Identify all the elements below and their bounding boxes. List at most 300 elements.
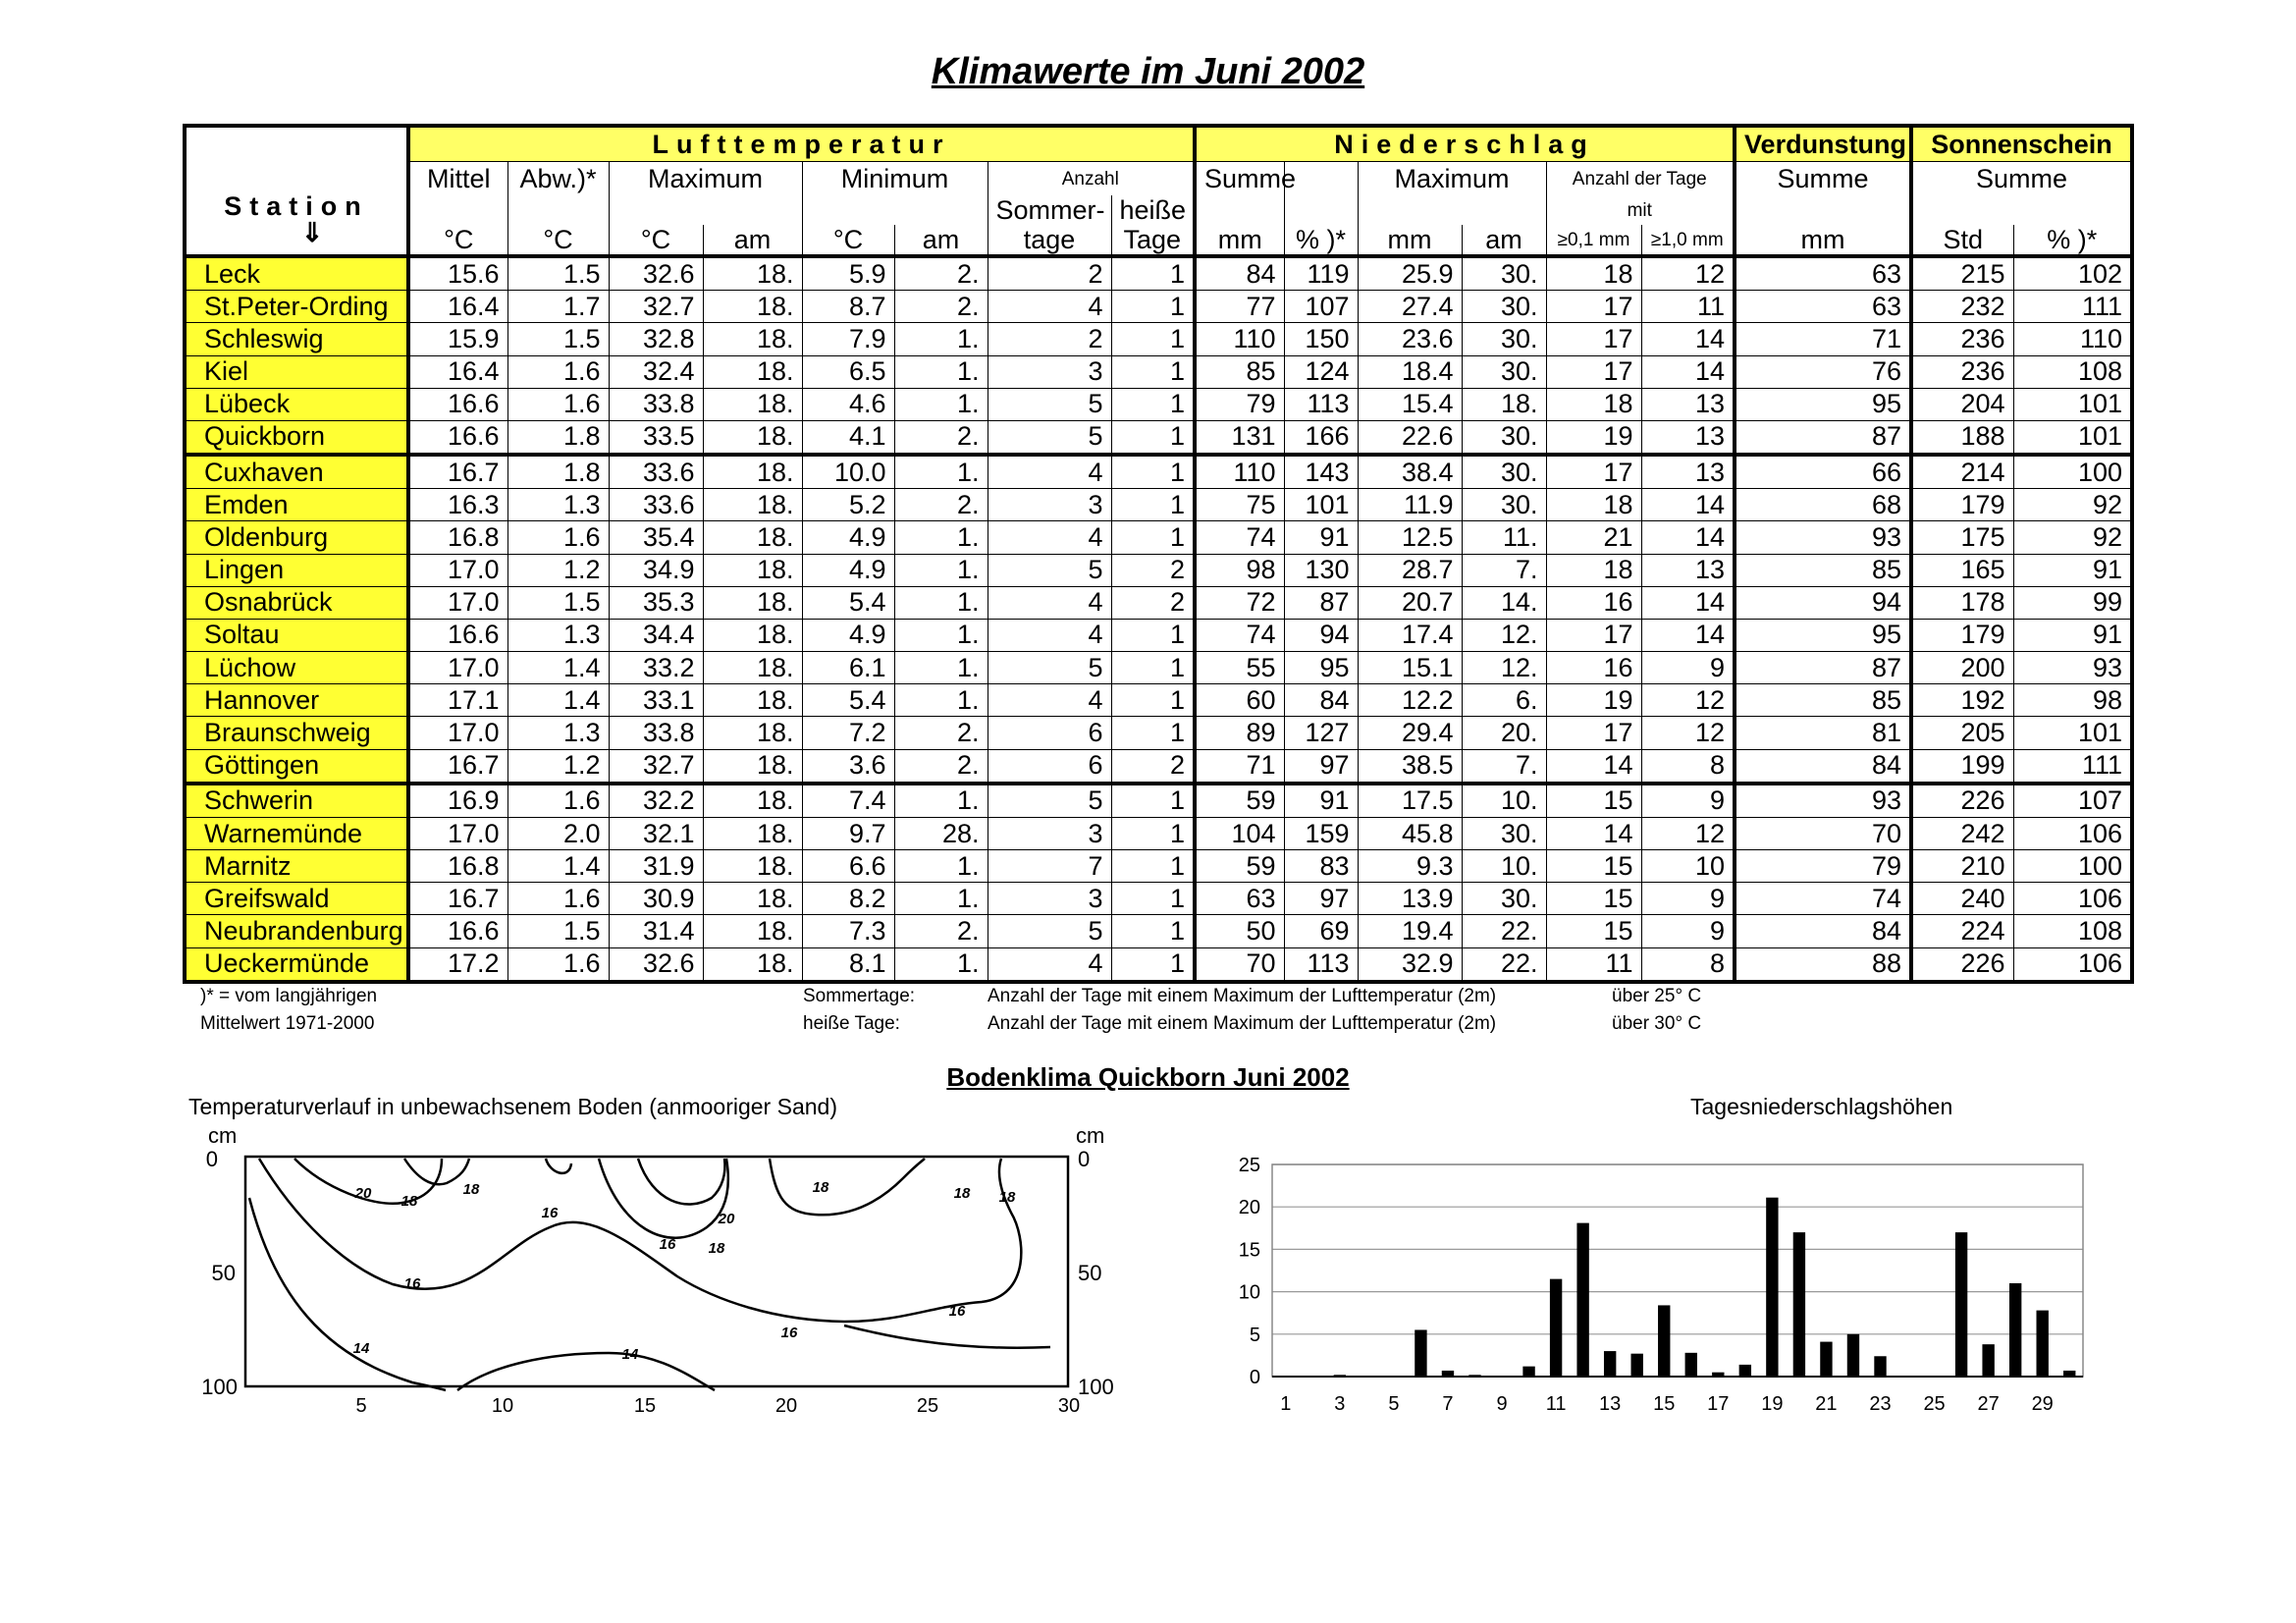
table-cell: 2. (894, 489, 988, 521)
table-row (185, 850, 2132, 883)
table-cell: 55 (1195, 652, 1284, 684)
station-name: Oldenburg (185, 521, 408, 554)
table-cell: 45.8 (1358, 817, 1462, 849)
table-cell: 1.5 (507, 915, 609, 947)
table-cell: 16.6 (408, 420, 507, 455)
table-cell: 15.4 (1358, 388, 1462, 420)
table-cell: 19 (1546, 684, 1641, 717)
contour-label: 18 (400, 1193, 418, 1210)
table-cell: 1.5 (507, 586, 609, 619)
table-cell: 38.5 (1358, 749, 1462, 784)
table-cell: 15 (1546, 883, 1641, 915)
table-cell: 106 (2013, 883, 2132, 915)
table-cell: 192 (1911, 684, 2013, 717)
table-cell: 1 (1111, 652, 1195, 684)
table-cell: 76 (1735, 355, 1911, 388)
table-cell: 74 (1195, 521, 1284, 554)
y-tick-label: 5 (1249, 1324, 1260, 1346)
table-cell: 1.6 (507, 784, 609, 818)
table-cell: 2. (894, 420, 988, 455)
table-cell: 10. (1462, 850, 1546, 883)
table-cell: 1 (1111, 521, 1195, 554)
table-cell: 2 (1111, 586, 1195, 619)
table-cell: 11 (1546, 947, 1641, 982)
table-cell: 17.0 (408, 652, 507, 684)
table-cell: 5 (988, 784, 1111, 818)
table-cell: 32.2 (609, 784, 703, 818)
table-cell: 1. (894, 619, 988, 651)
table-cell: 18. (703, 554, 802, 586)
hdr-n-summe: Summe (1195, 162, 1284, 196)
hdr-minimum: Minimum (802, 162, 988, 196)
table-cell: 1.6 (507, 947, 609, 982)
table-cell: 9 (1641, 915, 1735, 947)
table-cell: 18. (703, 355, 802, 388)
table-cell: 91 (2013, 554, 2132, 586)
precip-bar (1982, 1344, 1994, 1377)
table-row (185, 652, 2132, 684)
table-cell: 30. (1462, 355, 1546, 388)
table-cell: 30. (1462, 883, 1546, 915)
table-cell: 8.1 (802, 947, 894, 982)
x-tick-label: 13 (1599, 1393, 1622, 1415)
table-cell: 5 (988, 388, 1111, 420)
contour-label: 16 (948, 1303, 966, 1320)
table-cell: 6 (988, 749, 1111, 784)
table-cell: 1.3 (507, 717, 609, 749)
table-cell: 16.6 (408, 388, 507, 420)
table-cell: 33.1 (609, 684, 703, 717)
table-cell: 1. (894, 586, 988, 619)
station-name: Göttingen (185, 749, 408, 784)
hdr-mittel: Mittel (408, 162, 507, 196)
table-cell: 166 (1284, 420, 1358, 455)
table-cell: 8 (1641, 749, 1735, 784)
table-cell: 110 (1195, 455, 1284, 489)
table-cell: 10 (1641, 850, 1735, 883)
table-cell: 87 (1735, 420, 1911, 455)
precip-bar (1576, 1223, 1588, 1377)
contour-label: 16 (541, 1205, 559, 1221)
station-name: Schleswig (185, 323, 408, 355)
contour-label: 14 (352, 1340, 370, 1357)
table-cell: 16 (1546, 586, 1641, 619)
table-cell: 27.4 (1358, 291, 1462, 323)
table-cell: 17 (1546, 291, 1641, 323)
table-cell: 1. (894, 883, 988, 915)
table-cell: 11. (1462, 521, 1546, 554)
table-row (185, 388, 2132, 420)
table-cell: 18. (703, 420, 802, 455)
table-cell: 9 (1641, 883, 1735, 915)
table-cell: 12 (1641, 684, 1735, 717)
table-cell: 1.4 (507, 850, 609, 883)
table-cell: 1 (1111, 489, 1195, 521)
precip-bar (1604, 1351, 1616, 1377)
station-name: Cuxhaven (185, 455, 408, 489)
table-cell: 16.3 (408, 489, 507, 521)
table-cell: 19.4 (1358, 915, 1462, 947)
unit-max-am: am (703, 225, 802, 256)
table-cell: 77 (1195, 291, 1284, 323)
table-row (185, 489, 2132, 521)
table-cell: 12.5 (1358, 521, 1462, 554)
station-name: Neubrandenburg (185, 915, 408, 947)
table-cell: 23.6 (1358, 323, 1462, 355)
station-name: Hannover (185, 684, 408, 717)
table-cell: 85 (1735, 554, 1911, 586)
table-cell: 15.9 (408, 323, 507, 355)
table-cell: 74 (1735, 883, 1911, 915)
table-cell: 1. (894, 521, 988, 554)
table-cell: 3 (988, 817, 1111, 849)
table-cell: 16.7 (408, 749, 507, 784)
table-cell: 88 (1735, 947, 1911, 982)
table-cell: 18. (703, 619, 802, 651)
day-tick-20: 20 (774, 1395, 798, 1417)
table-cell: 3.6 (802, 749, 894, 784)
table-cell: 7. (1462, 554, 1546, 586)
table-cell: 1.3 (507, 619, 609, 651)
unit-n-summe: mm (1195, 225, 1284, 256)
table-cell: 32.4 (609, 355, 703, 388)
table-cell: 9 (1641, 784, 1735, 818)
contour-label: 20 (354, 1185, 372, 1202)
table-cell: 68 (1735, 489, 1911, 521)
table-cell: 1 (1111, 684, 1195, 717)
hdr-anzahl: Anzahl (988, 162, 1195, 196)
table-cell: 4.6 (802, 388, 894, 420)
table-cell: 33.2 (609, 652, 703, 684)
table-cell: 143 (1284, 455, 1358, 489)
table-cell: 2. (894, 291, 988, 323)
y-tick-label: 10 (1238, 1281, 1260, 1304)
footnote-line2: Mittelwert 1971-2000 (200, 1013, 375, 1034)
precip-bar (1847, 1334, 1859, 1377)
table-cell: 28. (894, 817, 988, 849)
climate-table (183, 124, 2134, 984)
table-cell: 72 (1195, 586, 1284, 619)
precip-bar (1415, 1329, 1426, 1377)
table-cell: 34.4 (609, 619, 703, 651)
table-cell: 12 (1641, 256, 1735, 291)
table-cell: 30. (1462, 455, 1546, 489)
table-cell: 12 (1641, 717, 1735, 749)
table-row (185, 817, 2132, 849)
table-cell: 20. (1462, 717, 1546, 749)
contour-label: 18 (708, 1240, 725, 1257)
table-cell: 110 (1195, 323, 1284, 355)
depth-tick-0: 0 (205, 1147, 218, 1171)
table-cell: 32.1 (609, 817, 703, 849)
table-cell: 10.0 (802, 455, 894, 489)
table-cell: 18. (703, 291, 802, 323)
table-cell: 17 (1546, 323, 1641, 355)
table-cell: 18. (703, 388, 802, 420)
table-cell: 1 (1111, 717, 1195, 749)
table-cell: 17.2 (408, 947, 507, 982)
table-cell: 98 (2013, 684, 2132, 717)
precip-bar (1793, 1232, 1805, 1377)
y-tick-label: 25 (1238, 1155, 1260, 1176)
unit-abw: °C (507, 225, 609, 256)
table-cell: 215 (1911, 256, 2013, 291)
unit-n-pct: % )* (1284, 225, 1358, 256)
station-name: Greifswald (185, 883, 408, 915)
table-cell: 12. (1462, 652, 1546, 684)
table-cell: 9 (1641, 652, 1735, 684)
table-cell: 12.2 (1358, 684, 1462, 717)
table-row (185, 784, 2132, 818)
table-cell: 14 (1546, 817, 1641, 849)
y-tick-label: 0 (1249, 1367, 1260, 1388)
table-cell: 101 (2013, 420, 2132, 455)
table-cell: 79 (1195, 388, 1284, 420)
table-cell: 83 (1284, 850, 1358, 883)
table-cell: 95 (1735, 619, 1911, 651)
x-tick-label: 5 (1388, 1393, 1400, 1415)
unit-min: °C (802, 225, 894, 256)
table-cell: 91 (1284, 521, 1358, 554)
table-cell: 7.3 (802, 915, 894, 947)
table-cell: 18. (703, 652, 802, 684)
hdr-s-summe: Summe (1911, 162, 2132, 196)
table-cell: 34.9 (609, 554, 703, 586)
table-cell: 5 (988, 915, 1111, 947)
table-cell: 106 (2013, 817, 2132, 849)
table-cell: 98 (1195, 554, 1284, 586)
table-cell: 59 (1195, 784, 1284, 818)
table-cell: 1.6 (507, 355, 609, 388)
table-cell: 97 (1284, 883, 1358, 915)
precip-bar (1739, 1365, 1751, 1377)
table-cell: 4.9 (802, 521, 894, 554)
table-cell: 32.7 (609, 749, 703, 784)
table-cell: 33.8 (609, 388, 703, 420)
table-cell: 18. (703, 717, 802, 749)
station-name: Schwerin (185, 784, 408, 818)
station-name: Lübeck (185, 388, 408, 420)
table-cell: 106 (2013, 947, 2132, 982)
station-name: Braunschweig (185, 717, 408, 749)
table-cell: 14 (1641, 521, 1735, 554)
table-row (185, 619, 2132, 651)
table-cell: 35.4 (609, 521, 703, 554)
station-name: Kiel (185, 355, 408, 388)
table-cell: 179 (1911, 489, 2013, 521)
table-cell: 14 (1641, 619, 1735, 651)
table-cell: 159 (1284, 817, 1358, 849)
depth-tick-100-right: 100 (1078, 1375, 1114, 1399)
sommertage-description: Anzahl der Tage mit einem Maximum der Lufttemperatur (2m) (988, 986, 1497, 1006)
y-tick-label: 20 (1238, 1197, 1260, 1219)
table-cell: 93 (1735, 784, 1911, 818)
table-cell: 1 (1111, 455, 1195, 489)
table-cell: 94 (1735, 586, 1911, 619)
table-cell: 9.7 (802, 817, 894, 849)
precip-bar (1766, 1198, 1778, 1377)
hdr-heisse: heiße (1111, 195, 1195, 225)
table-cell: 30. (1462, 817, 1546, 849)
climate-table-body (185, 256, 2132, 982)
x-tick-label: 7 (1442, 1393, 1454, 1415)
table-cell: 16.4 (408, 355, 507, 388)
table-cell: 4 (988, 619, 1111, 651)
table-cell: 4.9 (802, 554, 894, 586)
table-cell: 14 (1641, 323, 1735, 355)
table-cell: 91 (2013, 619, 2132, 651)
unit-max: °C (609, 225, 703, 256)
contour-label: 14 (621, 1346, 639, 1363)
table-row (185, 291, 2132, 323)
table-cell: 70 (1195, 947, 1284, 982)
table-cell: 5 (988, 420, 1111, 455)
table-row (185, 256, 2132, 291)
table-cell: 16.9 (408, 784, 507, 818)
table-cell: 1 (1111, 420, 1195, 455)
table-cell: 12 (1641, 817, 1735, 849)
unit-v-mm: mm (1735, 225, 1911, 256)
table-cell: 102 (2013, 256, 2132, 291)
table-cell: 2. (894, 256, 988, 291)
footnote-line1: )* = vom langjährigen (200, 986, 378, 1006)
table-cell: 1.7 (507, 291, 609, 323)
table-cell: 75 (1195, 489, 1284, 521)
table-cell: 1.5 (507, 323, 609, 355)
table-row (185, 323, 2132, 355)
table-cell: 226 (1911, 784, 2013, 818)
hdr-anzahl-mit: mit (1546, 195, 1735, 225)
table-cell: 5 (988, 554, 1111, 586)
table-cell: 100 (2013, 455, 2132, 489)
heisse-tage-threshold: über 30° C (1612, 1013, 1702, 1034)
contour-label: 16 (780, 1325, 798, 1341)
unit-sommertage: tage (988, 225, 1111, 256)
precip-bar (1550, 1279, 1562, 1377)
table-cell: 6.5 (802, 355, 894, 388)
table-cell: 21 (1546, 521, 1641, 554)
station-name: Quickborn (185, 420, 408, 455)
table-cell: 29.4 (1358, 717, 1462, 749)
group-sonnenschein: Sonnenschein (1911, 126, 2132, 162)
table-cell: 30.9 (609, 883, 703, 915)
table-cell: 8.7 (802, 291, 894, 323)
table-cell: 12. (1462, 619, 1546, 651)
x-tick-label: 3 (1334, 1393, 1346, 1415)
station-name: Warnemünde (185, 817, 408, 849)
table-cell: 232 (1911, 291, 2013, 323)
table-cell: 7.4 (802, 784, 894, 818)
table-cell: 18. (703, 586, 802, 619)
station-name: Lingen (185, 554, 408, 586)
unit-ge01: ≥0,1 mm (1546, 225, 1641, 256)
table-cell: 2 (988, 323, 1111, 355)
table-cell: 17.0 (408, 817, 507, 849)
table-cell: 16.6 (408, 619, 507, 651)
table-cell: 101 (1284, 489, 1358, 521)
table-cell: 18. (703, 817, 802, 849)
table-cell: 16.7 (408, 455, 507, 489)
table-cell: 31.4 (609, 915, 703, 947)
table-cell: 1. (894, 455, 988, 489)
table-cell: 32.6 (609, 947, 703, 982)
precip-bar (1631, 1354, 1643, 1377)
hdr-sommertage: Sommer- (988, 195, 1111, 225)
precip-bar (2037, 1311, 2049, 1377)
table-cell: 1. (894, 323, 988, 355)
table-cell: 214 (1911, 455, 2013, 489)
hdr-abw: Abw.)* (507, 162, 609, 196)
table-cell: 4 (988, 684, 1111, 717)
precip-bar (1685, 1353, 1697, 1377)
table-cell: 1. (894, 652, 988, 684)
table-cell: 18. (703, 784, 802, 818)
precip-bar (1874, 1356, 1886, 1377)
hdr-maximum: Maximum (609, 162, 802, 196)
table-cell: 1. (894, 684, 988, 717)
unit-s-pct: % )* (2013, 225, 2132, 256)
unit-n-max: mm (1358, 225, 1462, 256)
table-cell: 1.6 (507, 883, 609, 915)
station-name: Leck (185, 256, 408, 291)
table-cell: 204 (1911, 388, 2013, 420)
table-cell: 113 (1284, 388, 1358, 420)
table-cell: 97 (1284, 749, 1358, 784)
table-cell: 3 (988, 489, 1111, 521)
table-cell: 17 (1546, 619, 1641, 651)
table-cell: 84 (1195, 256, 1284, 291)
table-cell: 119 (1284, 256, 1358, 291)
table-cell: 17.0 (408, 717, 507, 749)
table-cell: 17.4 (1358, 619, 1462, 651)
table-cell: 113 (1284, 947, 1358, 982)
table-cell: 28.7 (1358, 554, 1462, 586)
depth-tick-0-right: 0 (1078, 1147, 1091, 1171)
table-cell: 18. (703, 915, 802, 947)
table-cell: 3 (988, 883, 1111, 915)
table-cell: 14 (1641, 489, 1735, 521)
table-cell: 18. (703, 947, 802, 982)
table-cell: 18.4 (1358, 355, 1462, 388)
table-cell: 1.2 (507, 749, 609, 784)
table-cell: 131 (1195, 420, 1284, 455)
table-cell: 1. (894, 947, 988, 982)
table-cell: 18 (1546, 388, 1641, 420)
contour-label: 16 (659, 1236, 676, 1253)
unit-heisse: Tage (1111, 225, 1195, 256)
depth-tick-50-right: 50 (1078, 1261, 1102, 1285)
table-cell: 16.6 (408, 915, 507, 947)
table-cell: 111 (2013, 291, 2132, 323)
table-cell: 4 (988, 947, 1111, 982)
day-tick-5: 5 (355, 1395, 367, 1417)
table-cell: 63 (1195, 883, 1284, 915)
table-cell: 70 (1735, 817, 1911, 849)
depth-tick-50: 50 (211, 1261, 236, 1285)
table-cell: 13.9 (1358, 883, 1462, 915)
table-cell: 107 (2013, 784, 2132, 818)
table-cell: 1 (1111, 883, 1195, 915)
table-cell: 101 (2013, 717, 2132, 749)
precip-bar (1522, 1367, 1534, 1377)
table-row (185, 521, 2132, 554)
table-cell: 2.0 (507, 817, 609, 849)
table-cell: 14 (1641, 586, 1735, 619)
table-cell: 2. (894, 717, 988, 749)
station-name: Emden (185, 489, 408, 521)
table-cell: 33.6 (609, 455, 703, 489)
table-row (185, 420, 2132, 455)
